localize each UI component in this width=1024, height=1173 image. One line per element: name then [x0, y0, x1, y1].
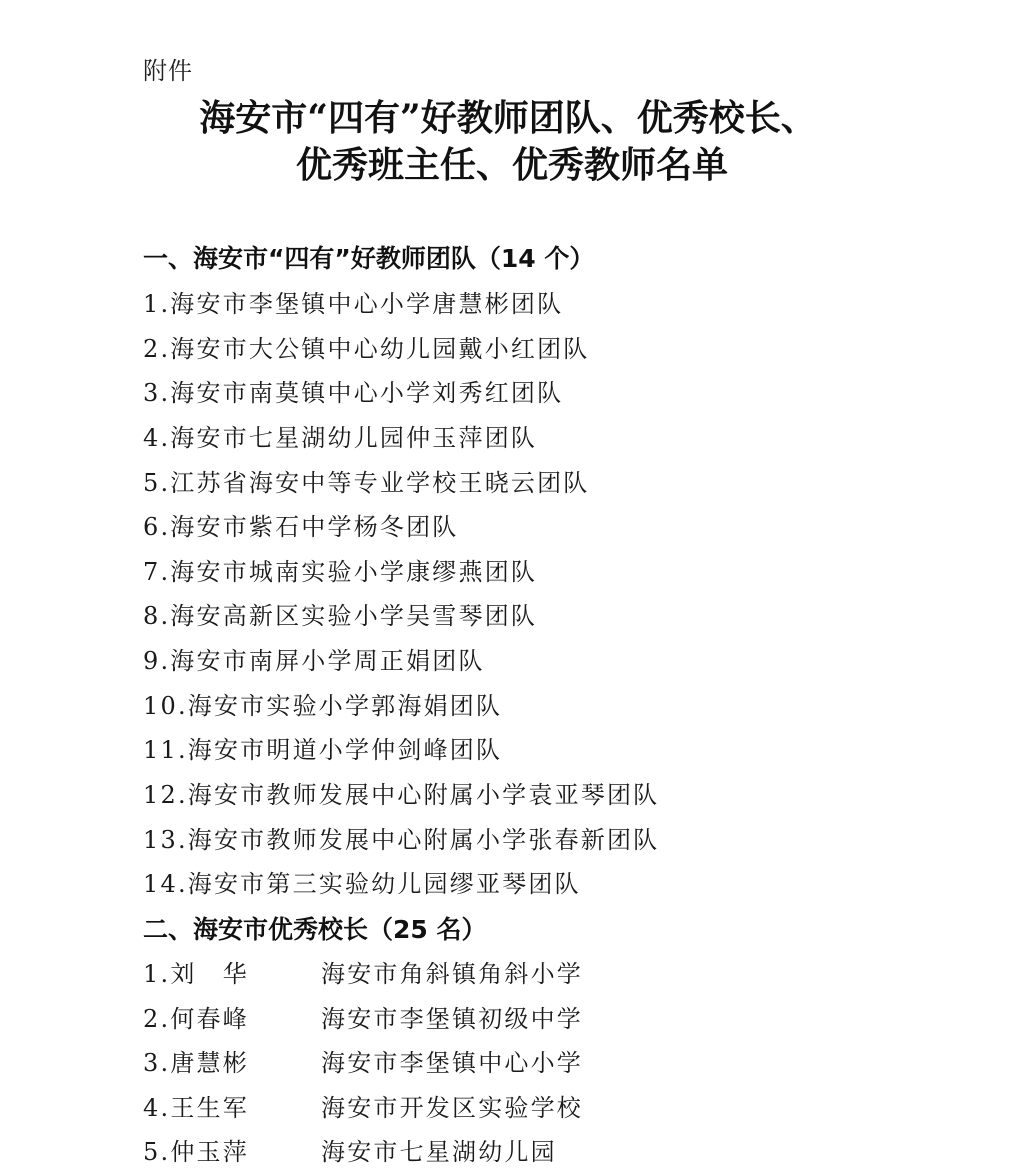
principal-number: 2. — [143, 1005, 171, 1033]
principal-name: 唐慧彬 — [170, 1049, 249, 1077]
document-title-line-2: 优秀班主任、优秀教师名单 — [295, 144, 728, 186]
principal-number: 1. — [143, 960, 171, 988]
team-list-item: 9.海安市南屏小学周正娟团队 — [143, 647, 485, 675]
principal-school: 海安市李堡镇初级中学 — [321, 1005, 583, 1033]
team-list-item: 7.海安市城南实验小学康缪燕团队 — [143, 558, 538, 586]
team-list-item: 14.海安市第三实验幼儿园缪亚琴团队 — [143, 870, 581, 898]
document-title-line-1: 海安市“四有”好教师团队、优秀校长、 — [199, 97, 817, 139]
principal-number: 5. — [143, 1138, 171, 1166]
principal-row — [143, 1090, 583, 1126]
principal-number: 4. — [143, 1094, 171, 1122]
team-list-item: 6.海安市紫石中学杨冬团队 — [143, 513, 459, 541]
team-list-item: 1.海安市李堡镇中心小学唐慧彬团队 — [143, 290, 564, 318]
team-list-item: 12.海安市教师发展中心附属小学袁亚琴团队 — [143, 781, 660, 809]
principal-name: 刘 华 — [170, 960, 249, 988]
principal-row — [143, 956, 583, 992]
principal-school: 海安市李堡镇中心小学 — [321, 1049, 583, 1077]
team-list-item: 4.海安市七星湖幼儿园仲玉萍团队 — [143, 424, 538, 452]
principal-name: 王生军 — [170, 1094, 249, 1122]
principal-row — [143, 1045, 583, 1081]
principal-school: 海安市开发区实验学校 — [321, 1094, 583, 1122]
principal-name: 何春峰 — [170, 1005, 249, 1033]
team-list-item: 11.海安市明道小学仲剑峰团队 — [143, 736, 503, 764]
team-list-item: 5.江苏省海安中等专业学校王晓云团队 — [143, 469, 590, 497]
team-list-item: 10.海安市实验小学郭海娟团队 — [143, 692, 503, 720]
principal-number: 3. — [143, 1049, 171, 1077]
principal-row — [143, 1001, 583, 1037]
team-list-item: 8.海安高新区实验小学吴雪琴团队 — [143, 602, 538, 630]
team-list-item: 2.海安市大公镇中心幼儿园戴小红团队 — [143, 335, 590, 363]
team-list-item: 3.海安市南莫镇中心小学刘秀红团队 — [143, 379, 564, 407]
principal-school: 海安市角斜镇角斜小学 — [321, 960, 583, 988]
principal-row — [143, 1134, 557, 1170]
team-list-item: 13.海安市教师发展中心附属小学张春新团队 — [143, 826, 660, 854]
attachment-label: 附件 — [143, 57, 193, 85]
section-heading-teams: 一、海安市“四有”好教师团队（14 个） — [143, 244, 595, 273]
principal-name: 仲玉萍 — [170, 1138, 249, 1166]
section-heading-principals: 二、海安市优秀校长（25 名） — [143, 915, 487, 944]
principal-school: 海安市七星湖幼儿园 — [321, 1138, 557, 1166]
